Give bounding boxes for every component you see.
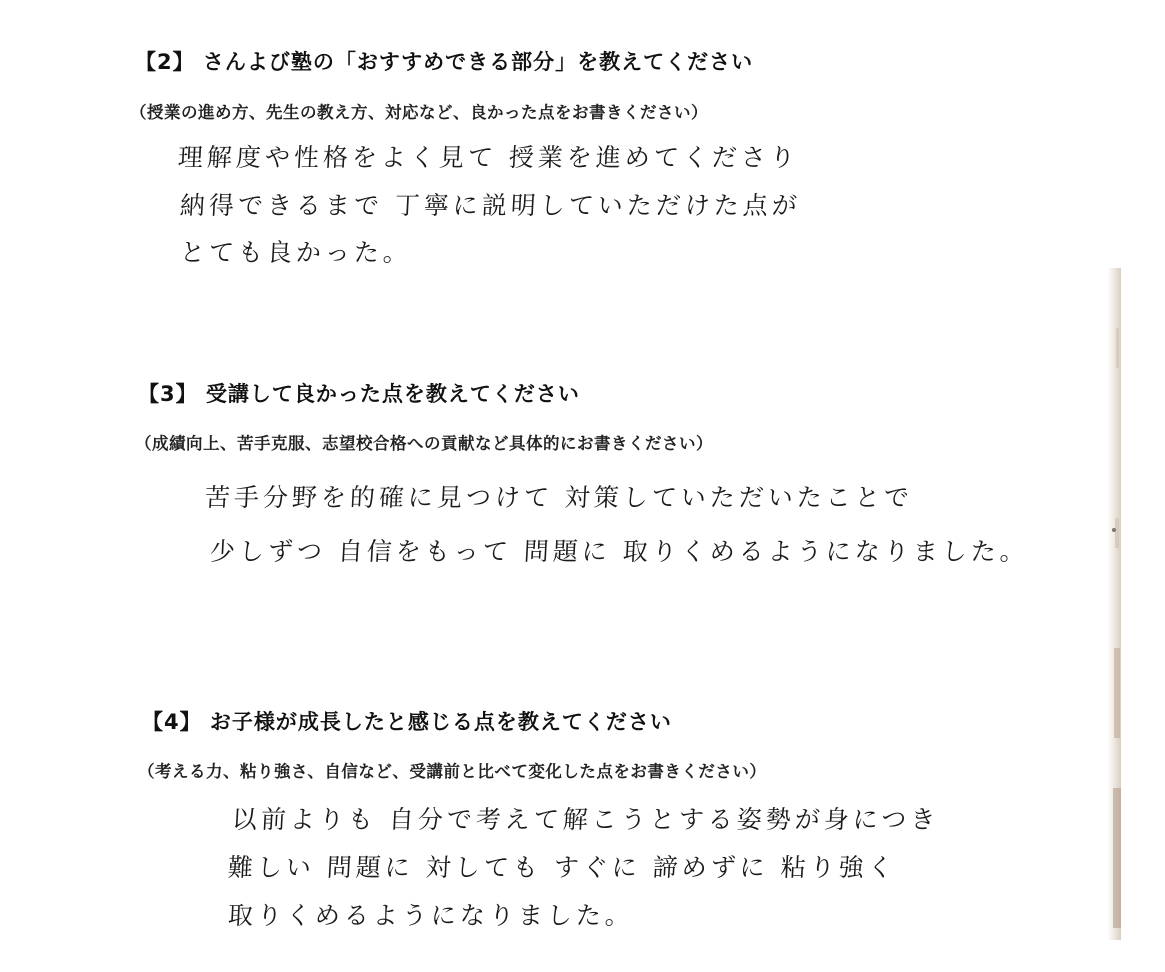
section-3-prompt: （成績向上、苦手克服、志望校合格への貢献など具体的にお書きください） xyxy=(135,434,713,453)
section-2-answer-line-3: とても良かった。 xyxy=(179,238,413,267)
section-4-answer-line-2: 難しい 問題に 対しても すぐに 諦めずに 粘り強く xyxy=(227,853,898,882)
section-3-heading: 【3】 受講して良かった点を教えてください xyxy=(138,382,580,406)
section-2-prompt: （授業の進め方、先生の教え方、対応など、良かった点をお書きください） xyxy=(130,103,708,122)
paper-edge-shadow xyxy=(1107,268,1121,940)
section-3-answer-line-2: 少しずつ 自信をもって 問題に 取りくめるようになりました。 xyxy=(209,537,1030,566)
section-3-answer-line-1: 苦手分野を的確に見つけて 対策していただいたことで xyxy=(204,483,914,512)
section-4-answer-line-1: 以前よりも 自分で考えて解こうとする姿勢が身につき xyxy=(231,805,941,834)
section-4-prompt: （考える力、粘り強さ、自信など、受講前と比べて変化した点をお書きください） xyxy=(138,762,767,781)
section-2-heading: 【2】 さんよび塾の「おすすめできる部分」を教えてください xyxy=(135,50,754,74)
section-2-answer-line-1: 理解度や性格をよく見て 授業を進めてくださり xyxy=(177,143,800,172)
section-4-answer-line-3: 取りくめるようになりました。 xyxy=(227,901,635,930)
section-2-answer-line-2: 納得できるまで 丁寧に説明していただけた点が xyxy=(179,191,802,220)
section-4-heading: 【4】 お子様が成長したと感じる点を教えてください xyxy=(142,710,672,734)
